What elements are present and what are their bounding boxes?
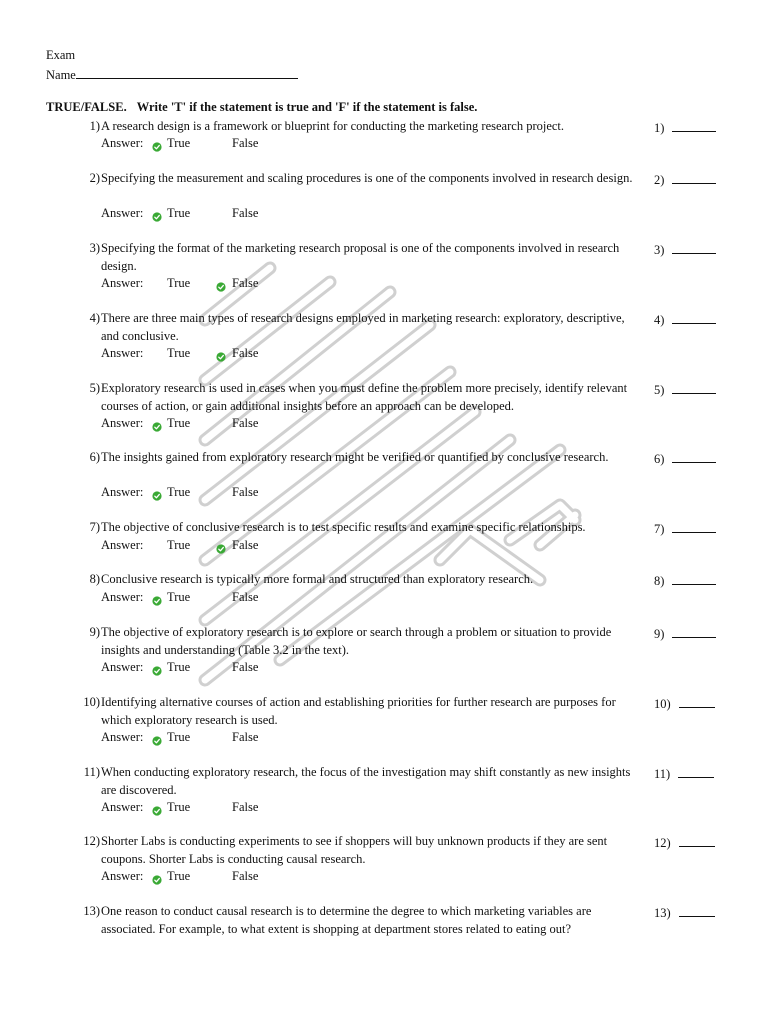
answer-label: Answer: xyxy=(101,590,144,604)
answer-blank xyxy=(654,380,716,400)
check-mark-icon xyxy=(152,140,162,150)
answer-blank-number: 3) xyxy=(654,243,665,257)
answer-blank-line[interactable] xyxy=(679,694,715,708)
question-text: A research design is a framework or blueprint for conducting the marketing research project. xyxy=(101,119,565,133)
option-true[interactable]: True xyxy=(167,485,191,499)
question-number: 1) xyxy=(89,119,100,133)
answer-label: Answer: xyxy=(101,416,144,430)
option-false[interactable]: False xyxy=(232,485,259,499)
answer-blank-line[interactable] xyxy=(672,380,716,394)
answer-blank-line[interactable] xyxy=(678,764,714,778)
answer-row xyxy=(101,729,259,747)
answer-row xyxy=(101,589,259,607)
answer-blank-number: 2) xyxy=(654,173,665,187)
exam-title: Exam xyxy=(46,48,76,62)
answer-blank-line[interactable] xyxy=(672,170,716,184)
question-text: One reason to conduct causal research is to determine the degree to which marketing variables are associated. For example, to what extent is shopping at department stores related to eating out? xyxy=(101,904,592,936)
question-number: 13) xyxy=(83,904,100,918)
question-number: 12) xyxy=(83,834,100,848)
answer-blank-line[interactable] xyxy=(672,118,716,132)
answer-row xyxy=(101,205,259,223)
question-text: Exploratory research is used in cases when you must define the problem more precisely, identify relevant courses of action, or gain additional insights before an approach can be developed. xyxy=(101,381,628,413)
check-mark-icon xyxy=(152,420,162,430)
answer-row xyxy=(101,415,259,433)
option-true[interactable]: True xyxy=(167,590,191,604)
answer-label: Answer: xyxy=(101,660,144,674)
option-false[interactable]: False xyxy=(232,800,259,814)
question-text: Identifying alternative courses of action and establishing priorities for further research are purposes for which exploratory research is used. xyxy=(101,695,616,727)
option-false[interactable]: False xyxy=(232,538,259,552)
answer-blank-line[interactable] xyxy=(672,624,716,638)
answer-row xyxy=(101,345,259,363)
question-number: 4) xyxy=(89,311,100,325)
answer-label: Answer: xyxy=(101,485,144,499)
answer-blank xyxy=(654,833,715,853)
question-number: 5) xyxy=(89,381,100,395)
option-true[interactable]: True xyxy=(167,800,191,814)
answer-blank-number: 6) xyxy=(654,452,665,466)
answer-blank-line[interactable] xyxy=(672,519,716,533)
answer-blank xyxy=(654,571,716,591)
option-true[interactable]: True xyxy=(167,206,191,220)
question-text: Shorter Labs is conducting experiments to see if shoppers will buy unknown products if they are sent coupons. Shorter Labs is conducting causal research. xyxy=(101,834,608,866)
answer-label: Answer: xyxy=(101,800,144,814)
answer-blank xyxy=(654,903,715,923)
answer-blank-number: 10) xyxy=(654,697,671,711)
answer-row xyxy=(101,537,259,555)
question-text: Specifying the format of the marketing research proposal is one of the components involved in research design. xyxy=(101,241,620,273)
option-true[interactable]: True xyxy=(167,730,191,744)
question-number: 9) xyxy=(89,625,100,639)
instructions-heading: TRUE/FALSE. xyxy=(46,100,127,114)
question-number: 6) xyxy=(89,450,100,464)
answer-label: Answer: xyxy=(101,869,144,883)
question-text: Conclusive research is typically more formal and structured than exploratory research. xyxy=(101,572,534,586)
question-number: 7) xyxy=(89,520,100,534)
option-true[interactable]: True xyxy=(167,538,191,552)
option-true[interactable]: True xyxy=(167,869,191,883)
option-false[interactable]: False xyxy=(232,869,259,883)
answer-row xyxy=(101,275,259,293)
question-number: 8) xyxy=(89,572,100,586)
answer-label: Answer: xyxy=(101,346,144,360)
question-number: 10) xyxy=(83,695,100,709)
option-false[interactable]: False xyxy=(232,346,259,360)
answer-row xyxy=(101,868,259,886)
name-label: Name xyxy=(46,67,76,82)
check-mark-icon xyxy=(216,280,226,290)
answer-blank-line[interactable] xyxy=(672,310,716,324)
answer-blank-number: 13) xyxy=(654,906,671,920)
answer-row xyxy=(101,799,259,817)
instructions-text: Write 'T' if the statement is true and 'F' if the statement is false. xyxy=(136,100,478,114)
answer-label: Answer: xyxy=(101,730,144,744)
answer-blank xyxy=(654,118,716,138)
answer-blank xyxy=(654,170,716,190)
answer-row xyxy=(101,135,259,153)
option-true[interactable]: True xyxy=(167,416,191,430)
answer-blank-number: 5) xyxy=(654,383,665,397)
option-true[interactable]: True xyxy=(167,136,191,150)
answer-label: Answer: xyxy=(101,136,144,150)
answer-label: Answer: xyxy=(101,206,144,220)
option-true[interactable]: True xyxy=(167,346,191,360)
check-mark-icon xyxy=(152,664,162,674)
question-number: 11) xyxy=(83,765,100,779)
check-mark-icon xyxy=(152,210,162,220)
answer-label: Answer: xyxy=(101,538,144,552)
answer-blank xyxy=(654,694,715,714)
answer-blank-number: 1) xyxy=(654,121,665,135)
question-text: The objective of exploratory research is to explore or search through a problem or situation to provide insights and understanding (Table 3.2 in the text). xyxy=(101,625,612,657)
option-false[interactable]: False xyxy=(232,136,259,150)
answer-blank-number: 12) xyxy=(654,836,671,850)
check-mark-icon xyxy=(216,542,226,552)
answer-blank-number: 8) xyxy=(654,574,665,588)
question-text: There are three main types of research designs employed in marketing research: exploratory, descriptive, and conclusive. xyxy=(101,311,625,343)
question-text: Specifying the measurement and scaling procedures is one of the components involved in research design. xyxy=(101,171,633,185)
check-mark-icon xyxy=(152,804,162,814)
name-blank-line[interactable] xyxy=(76,65,298,79)
answer-row xyxy=(101,484,259,502)
question-text: The insights gained from exploratory research might be verified or quantified by conclusive research. xyxy=(101,450,609,464)
answer-label: Answer: xyxy=(101,276,144,290)
option-false[interactable]: False xyxy=(232,590,259,604)
question-text: When conducting exploratory research, the focus of the investigation may shift constantly as new insights are discovered. xyxy=(101,765,631,797)
question-number: 2) xyxy=(89,171,100,185)
answer-blank xyxy=(654,764,714,784)
option-false[interactable]: False xyxy=(232,206,259,220)
answer-blank-line[interactable] xyxy=(672,240,716,254)
answer-blank xyxy=(654,519,716,539)
answer-blank xyxy=(654,449,716,469)
answer-blank-line[interactable] xyxy=(672,571,716,585)
check-mark-icon xyxy=(152,594,162,604)
option-false[interactable]: False xyxy=(232,416,259,430)
answer-row xyxy=(101,659,259,677)
answer-blank-number: 9) xyxy=(654,627,665,641)
answer-blank-number: 4) xyxy=(654,313,665,327)
check-mark-icon xyxy=(152,734,162,744)
answer-blank-number: 11) xyxy=(654,767,671,781)
answer-blank-line[interactable] xyxy=(679,833,715,847)
check-mark-icon xyxy=(152,489,162,499)
check-mark-icon xyxy=(216,350,226,360)
question-text: The objective of conclusive research is to test specific results and examine specific relationships. xyxy=(101,520,586,534)
option-false[interactable]: False xyxy=(232,730,259,744)
answer-blank xyxy=(654,624,716,644)
exam-header xyxy=(46,47,298,84)
option-false[interactable]: False xyxy=(232,276,259,290)
name-row xyxy=(46,65,298,85)
instructions xyxy=(46,99,477,117)
answer-blank xyxy=(654,240,716,260)
check-mark-icon xyxy=(152,873,162,883)
question-number: 3) xyxy=(89,241,100,255)
answer-blank-line[interactable] xyxy=(679,903,715,917)
option-true[interactable]: True xyxy=(167,660,191,674)
answer-blank-line[interactable] xyxy=(672,449,716,463)
answer-blank-number: 7) xyxy=(654,522,665,536)
option-false[interactable]: False xyxy=(232,660,259,674)
answer-blank xyxy=(654,310,716,330)
option-true[interactable]: True xyxy=(167,276,191,290)
